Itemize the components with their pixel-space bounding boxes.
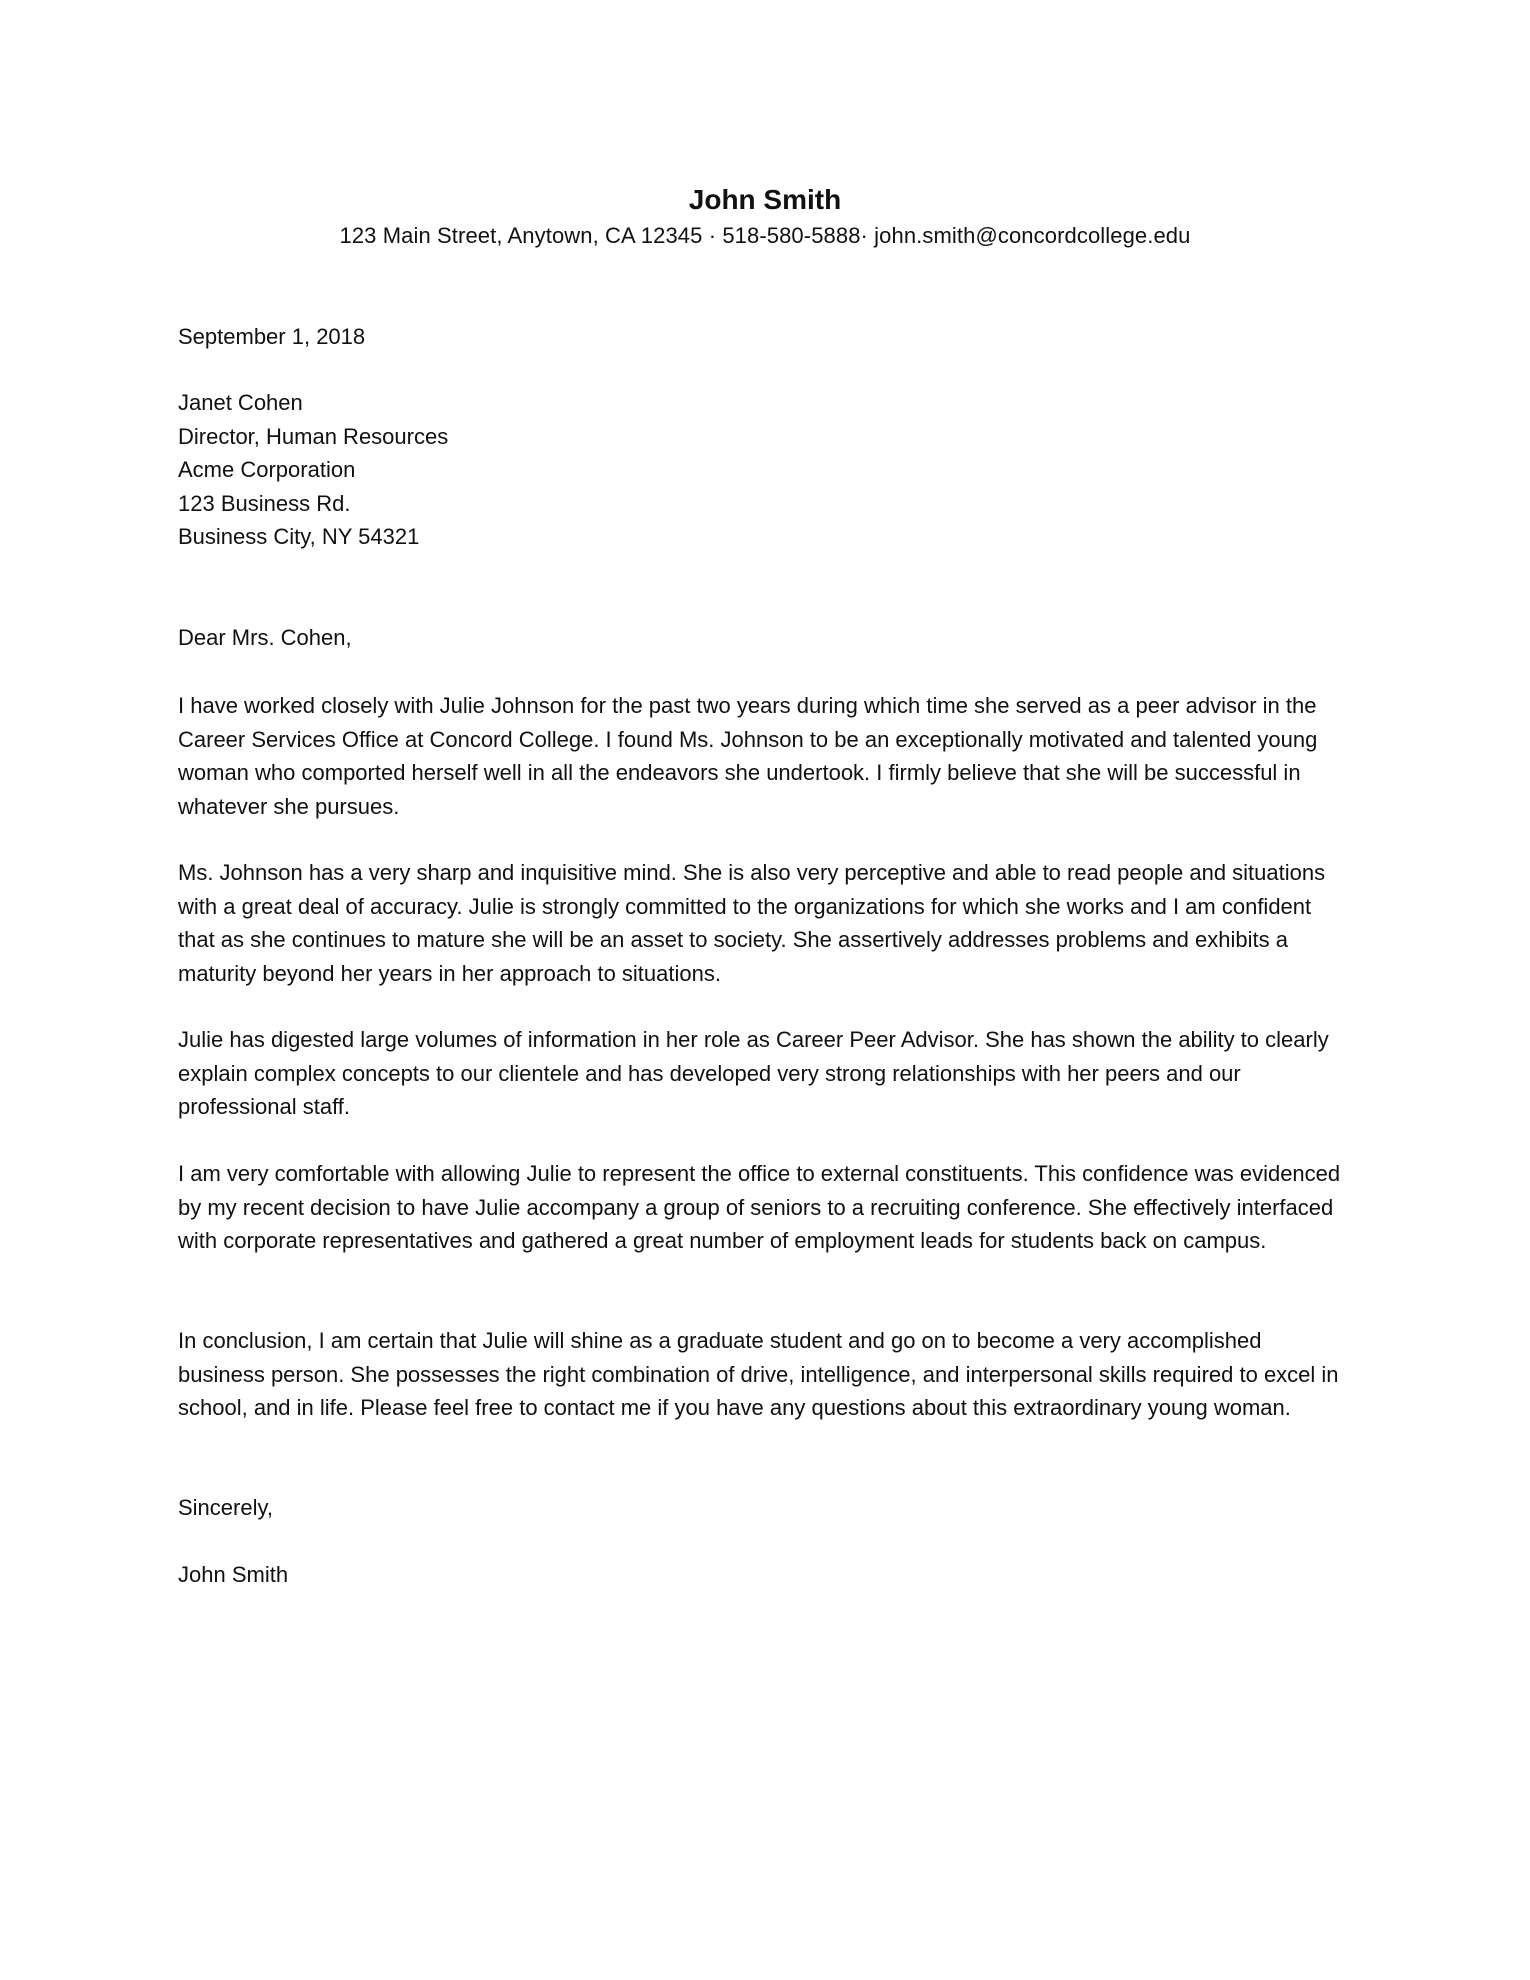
recipient-street: 123 Business Rd. bbox=[178, 490, 351, 516]
sender-name: John Smith bbox=[688, 184, 842, 215]
body-paragraph: I have worked closely with Julie Johnson for the past two years during which time she served as a peer advisor in the Career Services Office at Concord College. I found Ms. Johnson to be an exceptionally motivated and talented young woman who comported herself well in all the endeavors she undertook. I firmly believe that she will be successful in whatever she pursues. bbox=[178, 693, 1318, 819]
body-paragraph: I am very comfortable with allowing Julie to represent the office to external constituents. This confidence was evidenced by my recent decision to have Julie accompany a group of seniors to a recruiting conference. She effectively interfaced with corporate representatives and gathered a great number of employment leads for students back on campus. bbox=[178, 1161, 1341, 1253]
closing: Sincerely, bbox=[178, 1495, 273, 1520]
recipient-city: Business City, NY 54321 bbox=[178, 524, 420, 549]
sender-contact-line: 123 Main Street, Anytown, CA 12345 · 518-580-5888· john.smith@concordcollege.edu bbox=[339, 223, 1191, 248]
body-paragraph: In conclusion, I am certain that Julie will shine as a graduate student and go on to become a very accomplished business person. She possesses the right combination of drive, intelligence, and interpersonal skills required to excel in school, and in life. Please feel free to contact me if you have any questions about this extraordinary young woman. bbox=[178, 1328, 1339, 1420]
recipient-name: Janet Cohen bbox=[178, 390, 303, 415]
body-paragraph: Ms. Johnson has a very sharp and inquisitive mind. She is also very perceptive and able to read people and situations with a great deal of accuracy. Julie is strongly committed to the organizations for which she works and I am confident that as she continues to mature she will be an asset to society. She assertively addresses problems and exhibits a maturity beyond her years in her approach to situations. bbox=[178, 860, 1326, 986]
salutation: Dear Mrs. Cohen, bbox=[178, 625, 352, 650]
letterhead bbox=[0, 180, 1530, 252]
recipient-title: Director, Human Resources bbox=[178, 423, 449, 449]
signature-name: John Smith bbox=[178, 1562, 289, 1587]
recipient-address-block bbox=[178, 386, 1353, 554]
recipient-company: Acme Corporation bbox=[178, 457, 356, 482]
letter-date: September 1, 2018 bbox=[178, 324, 366, 349]
body-paragraph: Julie has digested large volumes of information in her role as Career Peer Advisor. She has shown the ability to clearly explain complex concepts to our clientele and has developed very strong relationships with her peers and our professional staff. bbox=[178, 1027, 1329, 1119]
